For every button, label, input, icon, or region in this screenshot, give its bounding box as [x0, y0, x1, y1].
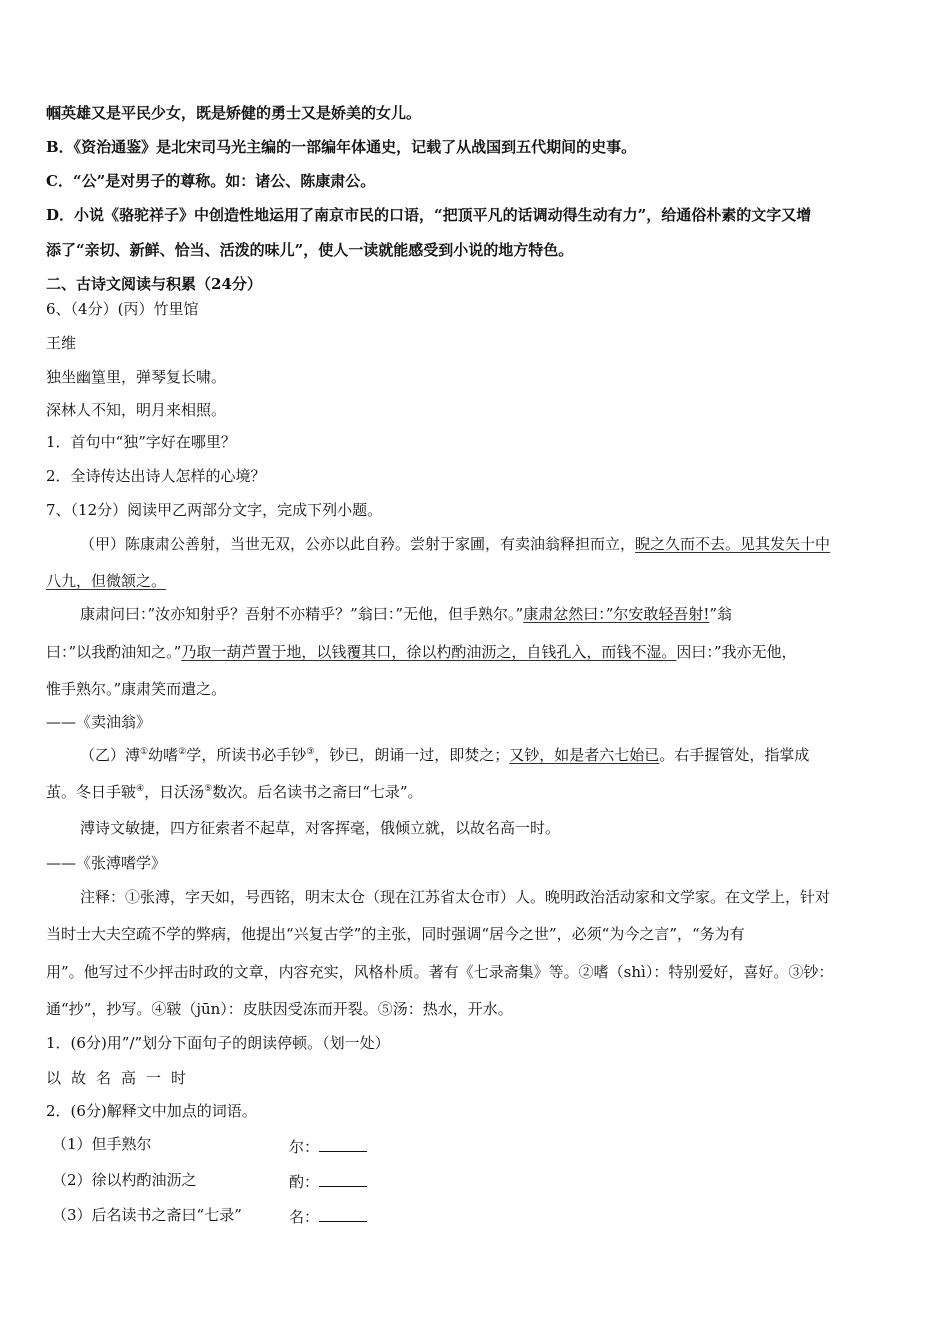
option-d: D．小说《骆驼祥子》中创造性地运用了南京市民的口语，“把顶平凡的话调动得生动有力”，给通俗朴素的文字又增 [46, 206, 812, 224]
question-7-title: 7、（12分）阅读甲乙两部分文字，完成下列小题。 [46, 501, 383, 519]
footnote-mark: ① [140, 747, 149, 757]
notes-line-4: 通“抄”，抄写。④皲（jūn）：皮肤因受冻而开裂。⑤汤：热水，开水。 [46, 1000, 513, 1018]
source-jia: ——《卖油翁》 [46, 713, 152, 731]
answer-blank[interactable] [319, 1137, 367, 1152]
underlined-text: 八九，但微颔之。 [46, 572, 167, 590]
source-yi: ——《张溥嗜学》 [46, 854, 167, 872]
option-d-continued: 添了“亲切、新鲜、恰当、活泼的味儿”，使人一读就能感受到小说的地方特色。 [46, 241, 574, 259]
underlined-text: 康肃忿然曰：”尔安敢轻吾射! [523, 605, 710, 623]
answer-field[interactable] [289, 1172, 367, 1192]
question-6-2: 2．全诗传达出诗人怎样的心境？ [46, 467, 266, 485]
option-b: B．《资治通鉴》是北宋司马光主编的一部编年体通史，记载了从战国到五代期间的史事。 [46, 138, 637, 156]
subquestion-2: 2．(6分)解释文中加点的词语。 [46, 1102, 257, 1120]
poem-line-2: 深林人不知，明月来相照。 [46, 401, 227, 419]
option-a-continued: 帼英雄又是平民少女，既是矫健的勇士又是娇美的女儿。 [46, 104, 422, 122]
answer-label: 酌： [289, 1173, 320, 1191]
answer-label: 尔： [289, 1138, 320, 1156]
notes-line-3: 用”。他写过不少抨击时政的文章，内容充实，风格朴质。著有《七录斋集》等。②嗜（shì）：特别爱好，喜好。③钞： [46, 963, 834, 981]
option-c: C．“公”是对男子的尊称。如：诸公、陈康肃公。 [46, 172, 376, 190]
passage-text: 数次。后名读书之斋曰“七录”。 [212, 783, 423, 801]
passage-text: 因曰：”我亦无他， [676, 643, 797, 661]
passage-jia-line-4 [46, 642, 910, 662]
passage-text: 曰：”以我酌油知之。” [46, 643, 182, 661]
item-question: （2）徐以杓酌油沥之 [52, 1171, 197, 1189]
passage-text: 学，所读书必手钞 [186, 746, 307, 764]
poem-line-1: 独坐幽篁里，弹琴复长啸。 [46, 368, 227, 386]
passage-yi-line-2 [46, 782, 910, 802]
passage-jia-line-2 [46, 571, 910, 591]
underlined-text: 又钞，如是者六七始已 [509, 746, 660, 764]
question-6-1: 1．首句中“独”字好在哪里？ [46, 433, 236, 451]
section-heading: 二、古诗文阅读与积累（24分） [46, 275, 262, 293]
footnote-mark: ② [178, 747, 187, 757]
answer-blank[interactable] [319, 1207, 367, 1222]
footnote-mark: ④ [136, 784, 145, 794]
passage-text: 幼嗜 [148, 746, 179, 764]
passage-text: 。右手握管处，指掌成 [659, 746, 810, 764]
passage-text: ”翁 [709, 605, 733, 623]
footnote-mark: ③ [306, 747, 315, 757]
notes-line-2: 当时士大夫空疏不学的弊病，他提出“兴复古学”的主张，同时强调“居今之世”，必须“为今之言”，“务为有 [46, 925, 745, 943]
passage-yi-line-1 [80, 745, 910, 765]
passage-jia-line-3 [80, 604, 910, 624]
answer-blank[interactable] [319, 1172, 367, 1187]
sentence-to-divide: 以故名高一时 [46, 1069, 197, 1087]
item-question: （3）后名读书之斋曰“七录” [52, 1206, 242, 1224]
passage-yi-line-3: 溥诗文敏捷，四方征索者不起草，对客挥毫，俄倾立就，以故名高一时。 [80, 819, 561, 837]
answer-field[interactable] [289, 1137, 367, 1157]
answer-label: 名： [289, 1208, 320, 1226]
question-6-title: 6、（4分）(丙）竹里馆 [46, 300, 199, 318]
passage-text: ，日沃汤 [144, 783, 205, 801]
passage-text: 茧。冬日手皲 [46, 783, 137, 801]
footnote-mark: ⑤ [204, 784, 213, 794]
subquestion-1: 1．(6分)用”/”划分下面句子的朗读停顿。（划一处） [46, 1034, 390, 1052]
item-question: （1）但手熟尔 [52, 1135, 152, 1153]
answer-field[interactable] [289, 1207, 367, 1227]
passage-text: （甲）陈康肃公善射，当世无双，公亦以此自矜。尝射于家圃，有卖油翁释担而立， [80, 535, 636, 553]
notes-line-1: 注释：①张溥，字天如，号西铭，明末太仓（现在江苏省太仓市）人。晚明政治活动家和文学家。在文学上，针对 [80, 888, 831, 906]
passage-text: （乙）溥 [80, 746, 141, 764]
poem-author: 王维 [46, 334, 77, 352]
passage-text: 康肃问曰：”汝亦知射乎？吾射不亦精乎？”翁曰：”无他，但手熟尔。” [80, 605, 524, 623]
underlined-text: 乃取一葫芦置于地，以钱覆其口，徐以杓酌油沥之，自钱孔入，而钱不湿。 [181, 643, 677, 661]
passage-jia-line-1 [80, 534, 910, 554]
passage-jia-line-5: 惟手熟尔。”康肃笑而遣之。 [46, 680, 227, 698]
underlined-text: 睨之久而不去。见其发矢十中 [635, 535, 831, 553]
passage-text: ，钞已，朗诵一过，即焚之； [314, 746, 510, 764]
